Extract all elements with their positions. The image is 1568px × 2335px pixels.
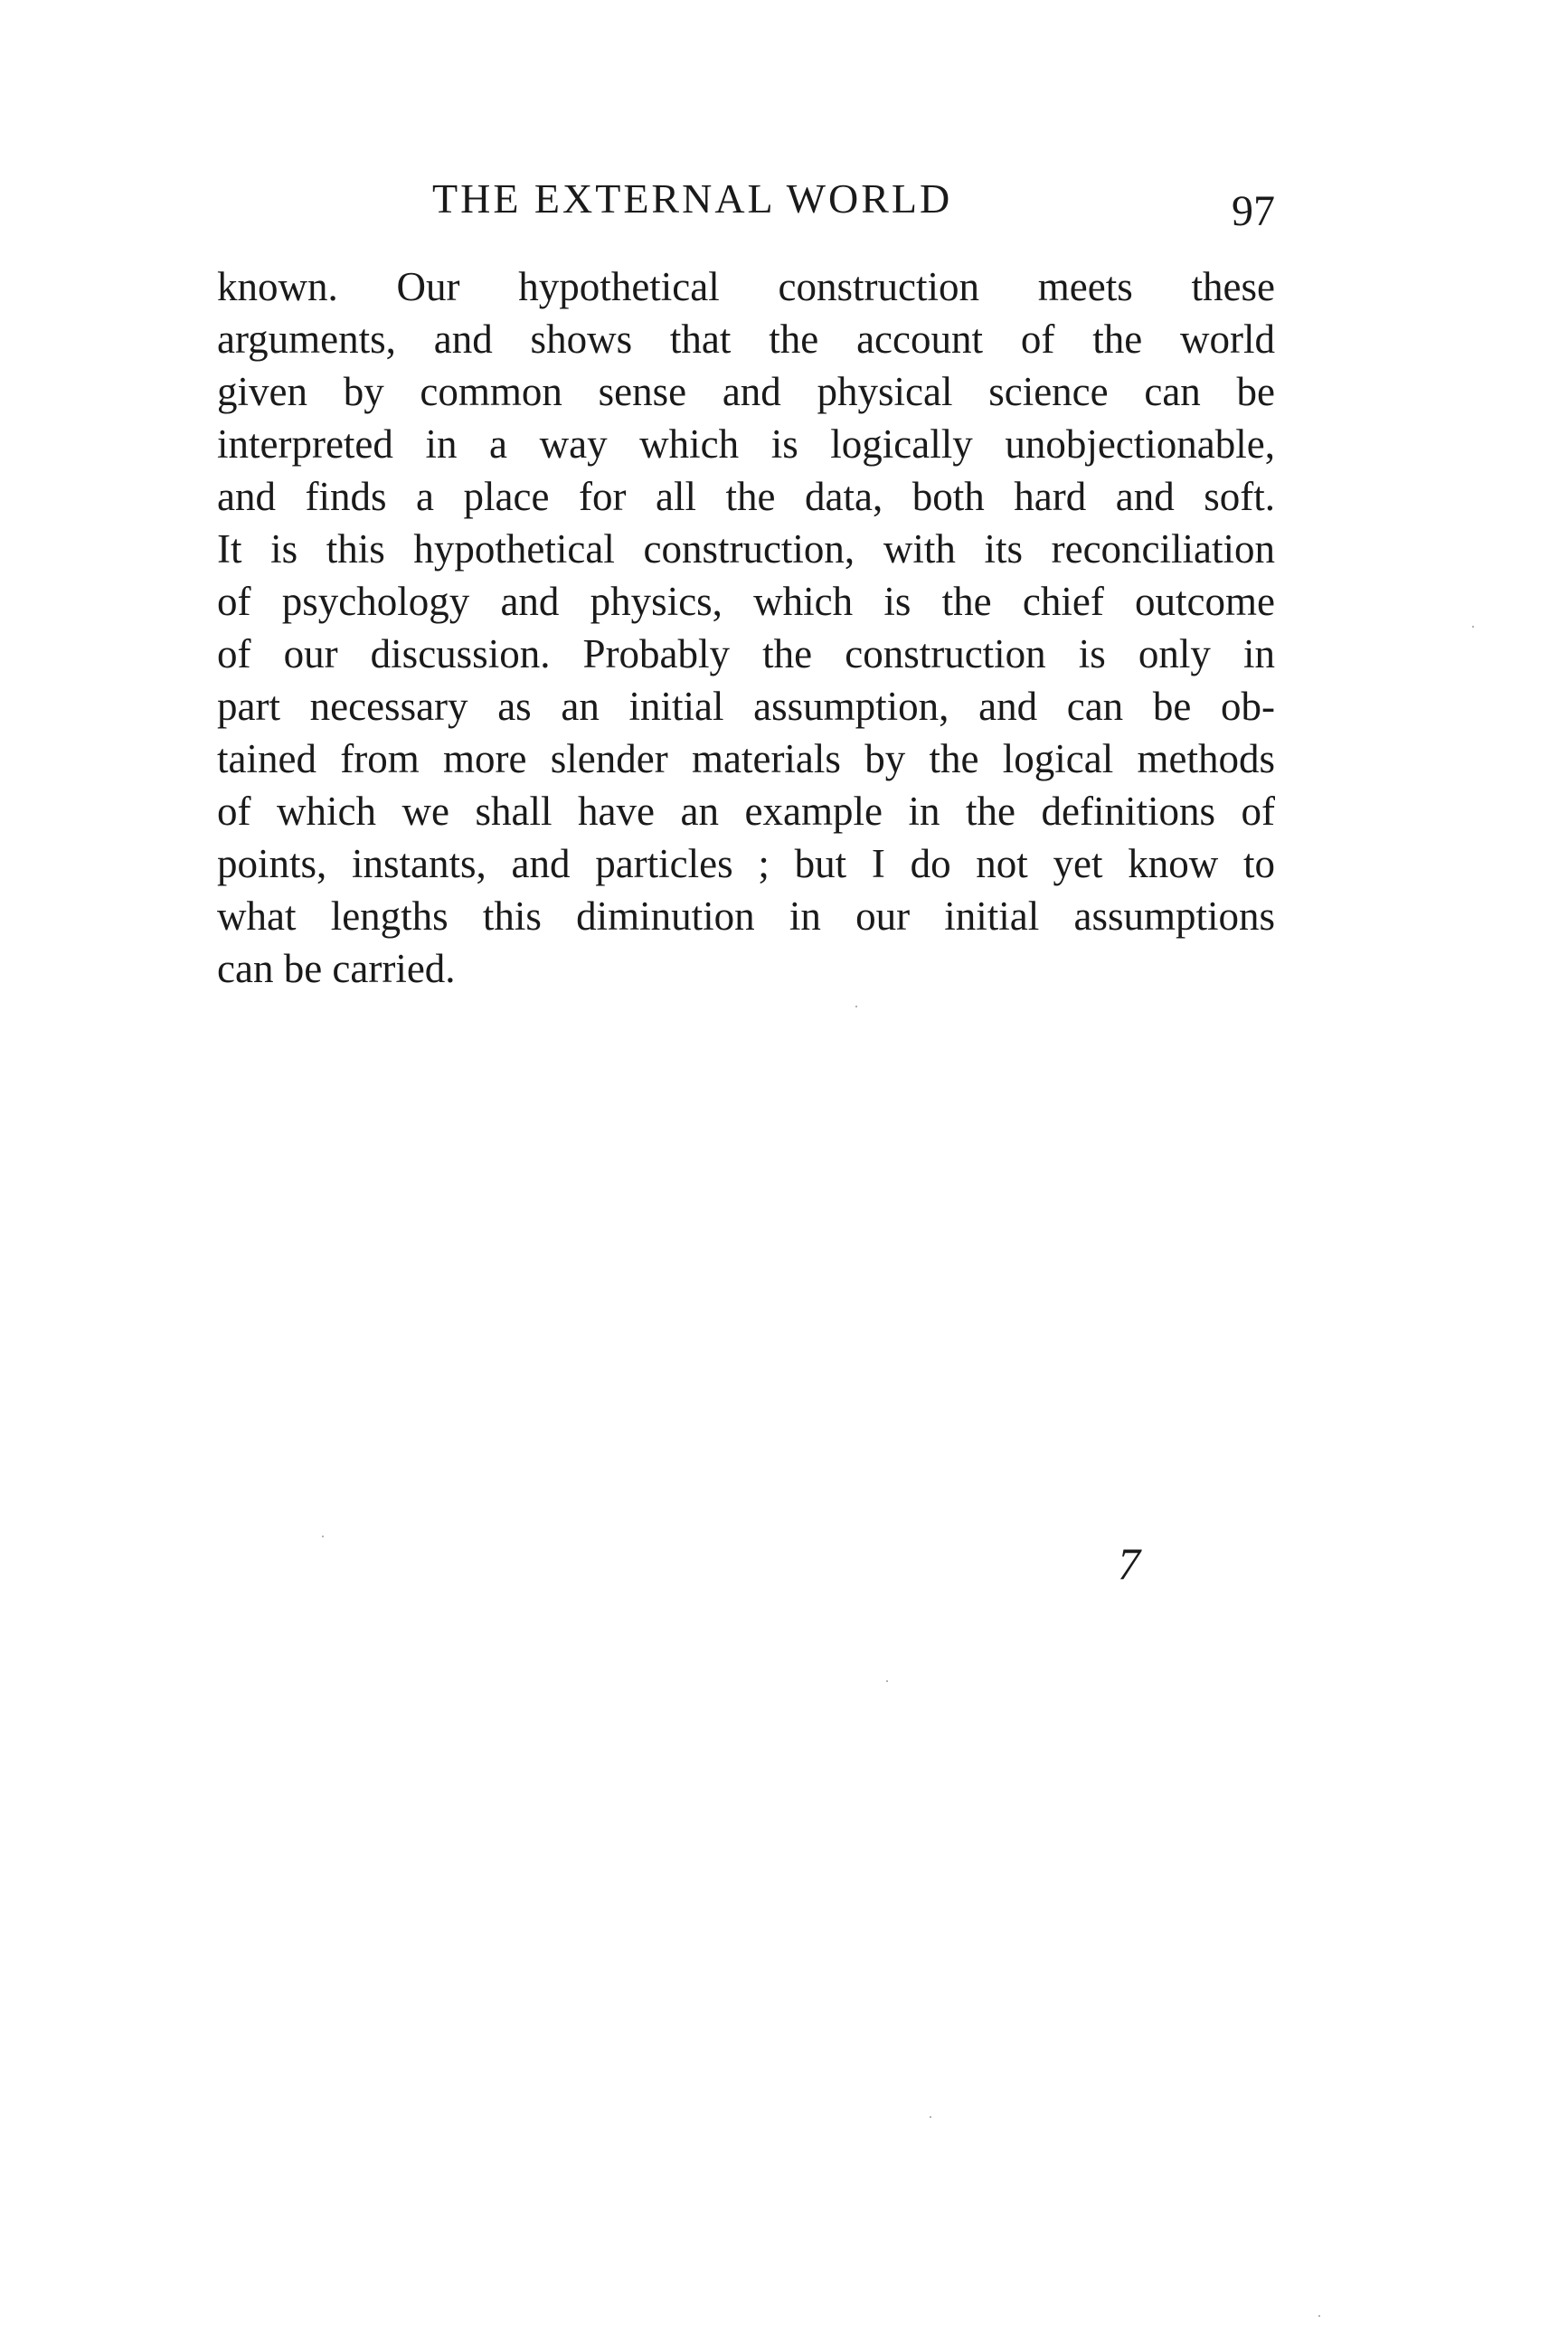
page-number: 97 <box>1232 187 1275 235</box>
paper-speck <box>322 1536 324 1537</box>
body-paragraph <box>217 260 1275 995</box>
text-line: of which we shall have an example in the definitions of <box>217 789 1275 834</box>
paper-speck <box>886 1680 888 1682</box>
text-line: points, instants, and particles ; but I do not yet know to <box>217 841 1275 886</box>
text-line: interpreted in a way which is logically unobjectionable, <box>217 421 1275 467</box>
paper-speck <box>1472 626 1474 628</box>
text-line: of psychology and physics, which is the chief outcome <box>217 579 1275 624</box>
signature-mark: 7 <box>1118 1538 1140 1589</box>
text-line: known. Our hypothetical construction meets these <box>217 264 1275 309</box>
paper-speck <box>1318 2315 1320 2317</box>
text-line: arguments, and shows that the account of the world <box>217 317 1275 362</box>
text-line: It is this hypothetical construction, with its reconciliation <box>217 526 1275 572</box>
text-line: can be carried. <box>217 946 456 991</box>
running-head <box>217 172 1275 244</box>
text-line: part necessary as an initial assumption, and can be ob- <box>217 684 1275 729</box>
text-line: of our discussion. Probably the construction is only in <box>217 631 1275 676</box>
running-title: THE EXTERNAL WORLD <box>432 175 953 222</box>
text-line: what lengths this diminution in our initial assumptions <box>217 893 1275 939</box>
paper-speck <box>930 2116 931 2118</box>
paper-speck <box>855 1006 857 1007</box>
text-line: and finds a place for all the data, both hard and soft. <box>217 474 1275 519</box>
text-line: tained from more slender materials by the logical methods <box>217 736 1275 781</box>
text-line: given by common sense and physical science can be <box>217 369 1275 414</box>
